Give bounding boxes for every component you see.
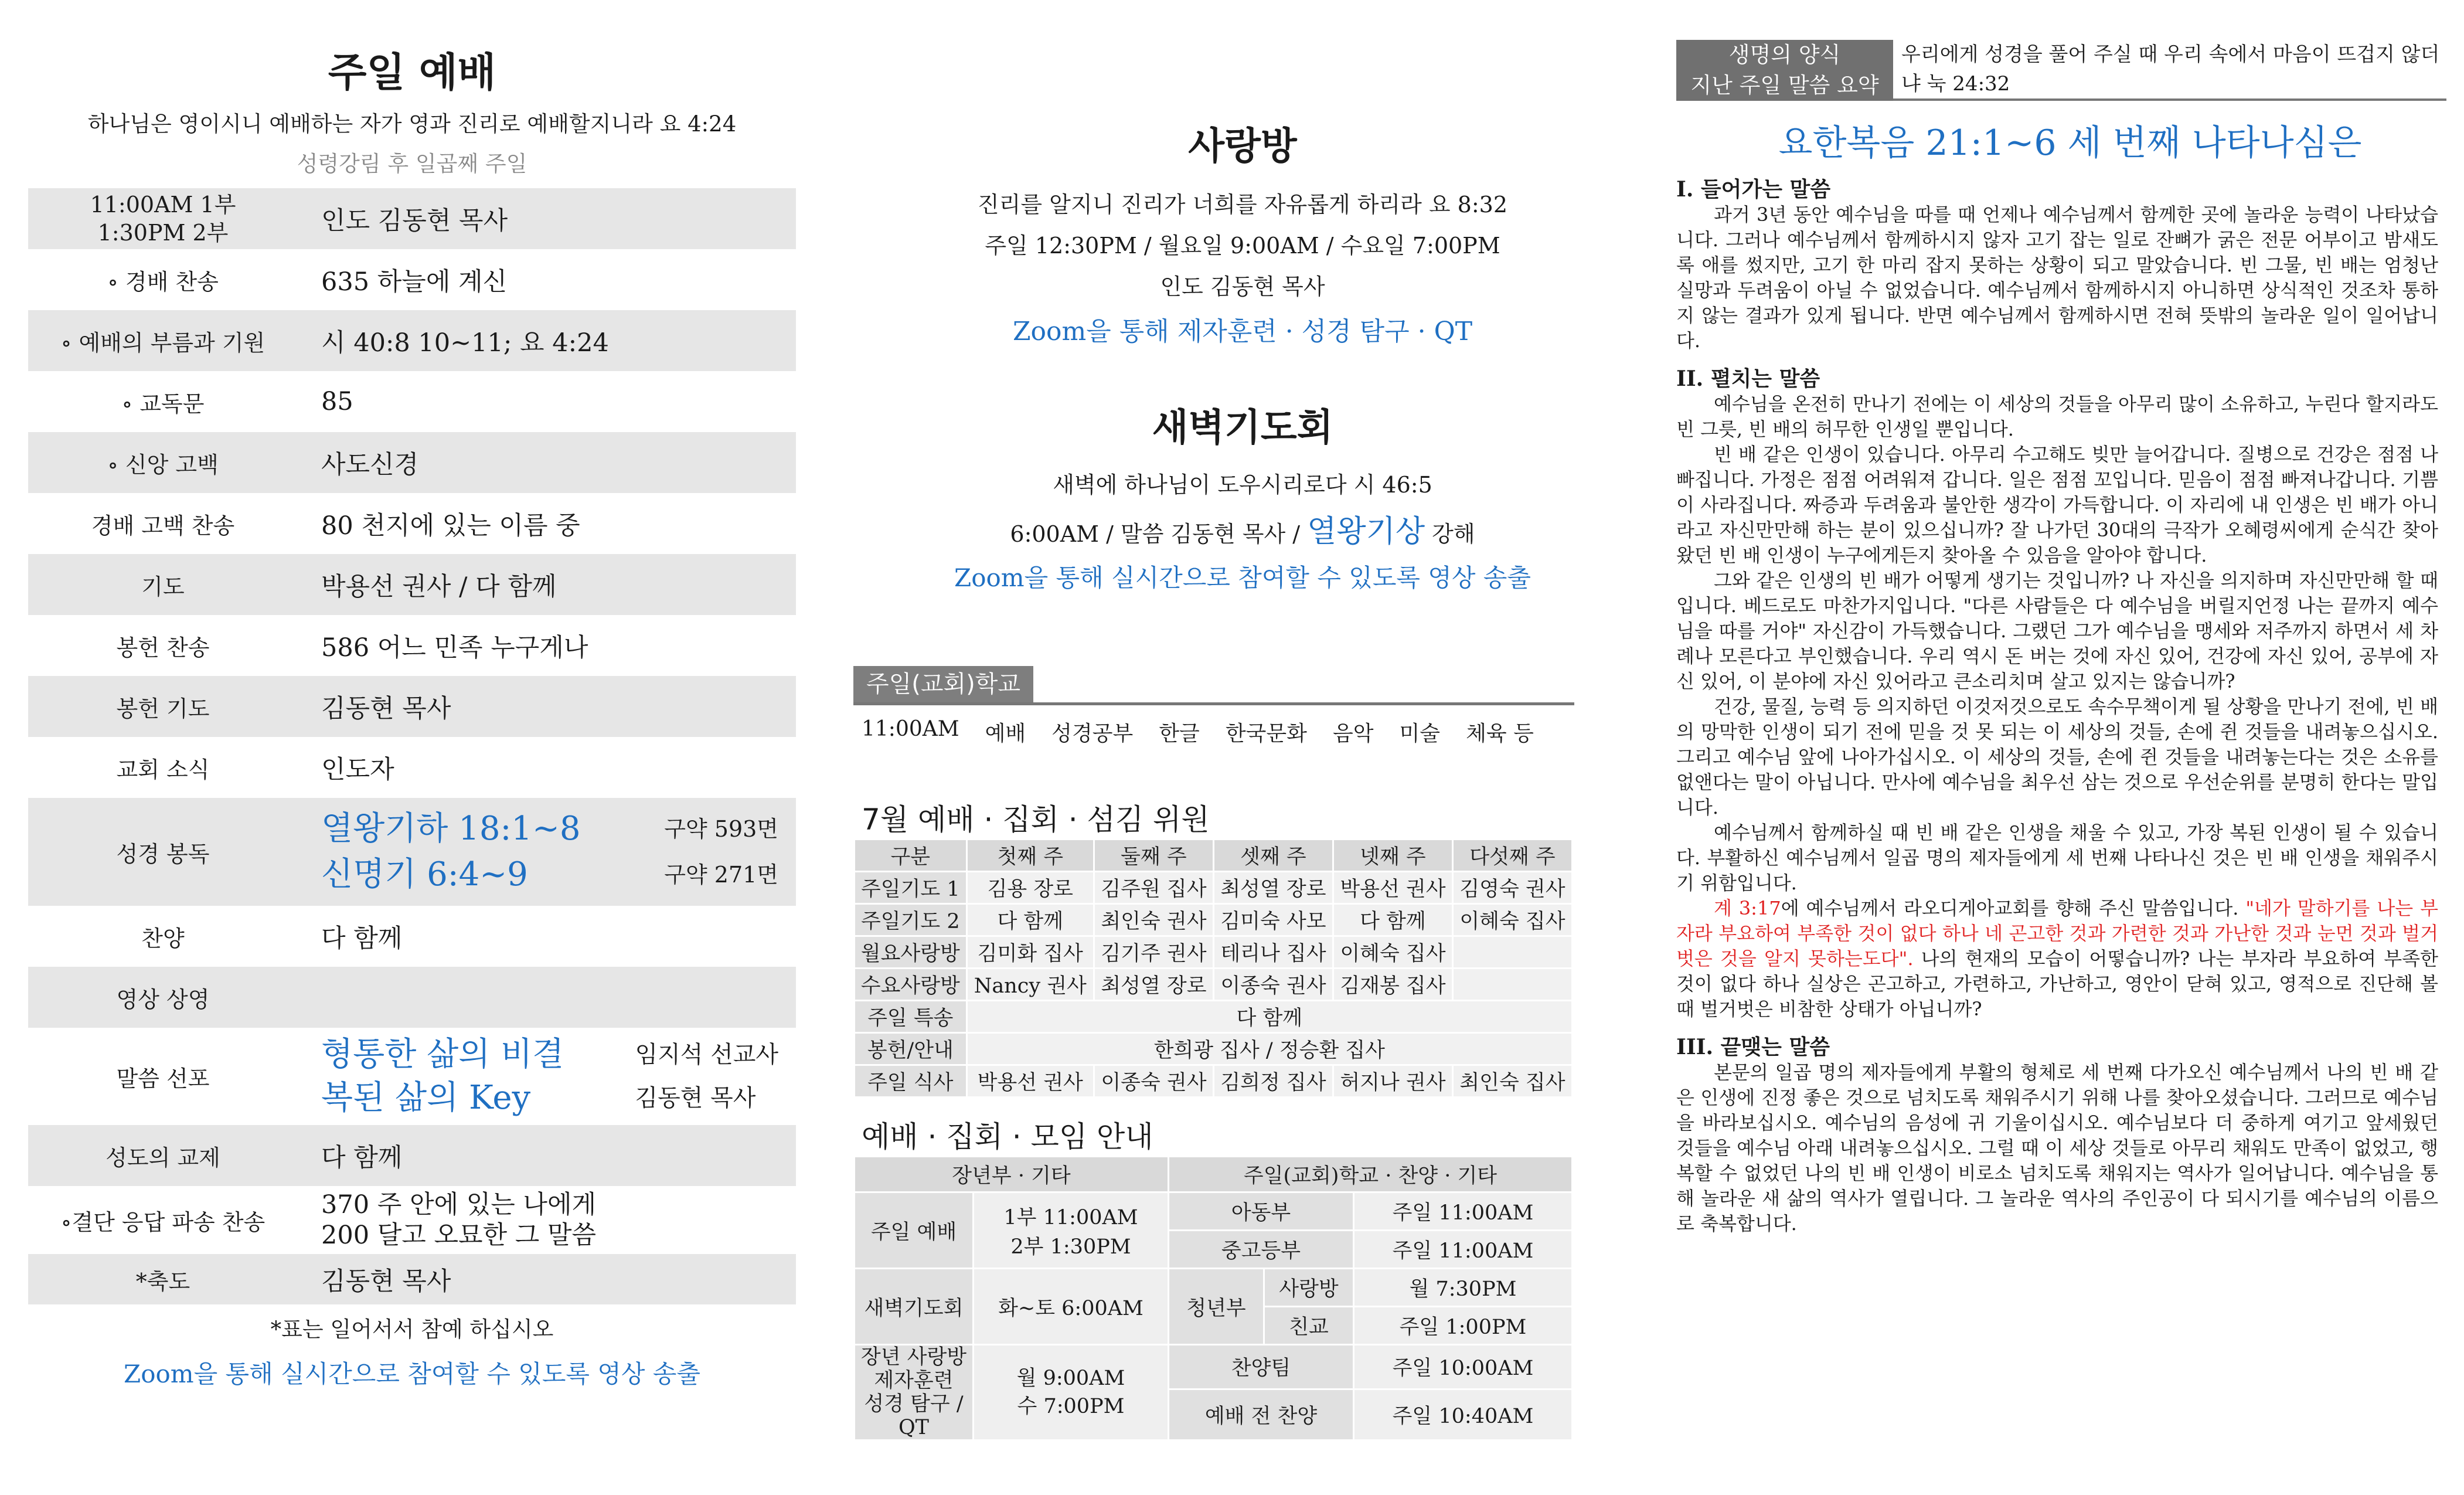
- service-row: [28, 554, 796, 615]
- table-row: [855, 872, 1573, 904]
- quoted-scripture: "네가 말하기를 나는 부자라 부요하여 부족한 것이 없다 하나 네 곤고한 것과 가련한 것과 가난한 것과 눈먼 것과 벌거벗은 것을 알지 못하는도다".: [1676, 897, 2438, 970]
- paragraph-text: 에 예수님께서 라오디게아교회를 향해 주신 말씀입니다.: [1781, 897, 2239, 919]
- service-value: 김동현 목사: [321, 694, 451, 723]
- table-cell: 주일 예배: [855, 1192, 974, 1269]
- service-row: [28, 371, 796, 432]
- paragraph: 건강, 물질, 능력 등 의지하던 이것저것으로도 속수무책이게 될 상황을 만나기 전에, 빈 배의 망막한 인생이 되기 전에 믿을 것 못 되는 이 세상의 것들, 손에 쥔 것들을 내려놓으십시오. 그리고 예수님 앞에 나아가십시오. 이 세상의 것들, 손에 쥔 것들을 내려놓는다는 것은 소유를 없앤다는 말이 아닙니다. 만사에 예수님을 최우선 삼는 것으로 우선순위를 분명히 한다는 말입니다.: [1676, 695, 2438, 818]
- service-label: ∘ 교독문: [121, 390, 205, 417]
- service-value: 박용선 권사 / 다 함께: [321, 572, 557, 602]
- table-cell: 사랑방: [1264, 1269, 1354, 1307]
- sermon-title: 복된 삶의 Key: [321, 1079, 531, 1117]
- liturgical-week: 성령강림 후 일곱째 주일: [297, 151, 527, 176]
- table-cell: 이혜숙 집사: [1333, 936, 1452, 969]
- sunday-school-item: 한국문화: [1225, 722, 1307, 746]
- column-header: 구분: [855, 840, 967, 872]
- table-row: [855, 1269, 1573, 1307]
- paragraph: 그와 같은 인생의 빈 배가 어떻게 생기는 것입니까? 나 자신을 의지하며 자신만만해 할 때입니다. 베드로도 마찬가지입니다. "다른 사람들은 다 예수님을 버릴지언정 나는 끝까지 예수님을 따를 거야" 자신감이 가득했습니다. 그랬던 그가 예수님을 맹세와 저주까지 하면서 세 차례나 모른다고 부인했습니다. 우리 역시 돈 버는 것에 자신 있어, 건강에 자신 있어, 공부에 자신 있어, 이 분야에 자신 있어라고 큰소리치며 살고 있지는 않습니까?: [1676, 569, 2438, 692]
- scripture-ref: 신명기 6:4~9: [321, 855, 528, 893]
- committee-title: 7월 예배 · 집회 · 섬김 위원: [862, 803, 1210, 837]
- service-value: 85: [321, 387, 353, 416]
- table-cell: 주일 특송: [855, 1001, 967, 1033]
- table-cell: 새벽기도회: [855, 1269, 974, 1345]
- service-value: 370 주 안에 있는 나에게 200 달고 오묘한 그 말씀: [321, 1190, 597, 1250]
- paragraph: 빈 배 같은 인생이 있습니다. 아무리 수고해도 빚만 늘어갑니다. 질병으로 건강은 점점 나빠집니다. 가정은 점점 어려워져 갑니다. 일은 점점 꼬입니다. 믿음이 점점 빠져나갑니다. 기쁨이 사라집니다. 짜증과 두려움과 불안한 생각이 가득합니다. 이 자리에 내 인생은 빈 배가 아니라고 자신만만해 하는 분이 있으십니까? 잘 나가던 30대의 극작가 오혜령씨에게 순식간 찾아왔던 빈 배 인생이 누구에게든지 찾아올 수 있음을 알아야 합니다.: [1676, 443, 2438, 566]
- dawn-verse: 새벽에 하나님이 도우시리로다 시 46:5: [1053, 472, 1432, 498]
- paragraph: 과거 3년 동안 예수님을 따를 때 언제나 예수님께서 함께한 곳에 놀라운 능력이 나타났습니다. 그러나 예수님께서 함께하시지 않자 고기 잡는 일로 잔뼈가 굵은 전문 어부이고 밤새도록 애를 썼지만, 고기 한 마리 잡지 못하는 상황이 되고 말았습니다. 빈 그물, 빈 배는 엄청난 실망과 두려움이 아닐 수 없었습니다. 예수님께서 함께하시지 아니하면 상식적인 것조차 통하지 않는 결과가 있게 됩니다. 반면 예수님께서 함께하시면 전혀 뜻밖의 놀라운 일이 일어납니다.: [1676, 203, 2438, 352]
- sunday-school-item: 11:00AM: [862, 717, 959, 741]
- sarangbang-title: 사랑방: [1188, 125, 1297, 168]
- section-heading: I. 들어가는 말씀: [1676, 177, 1831, 202]
- table-cell: 한희광 집사 / 정승환 집사: [966, 1033, 1572, 1065]
- sunday-school-item: 음악: [1332, 722, 1374, 746]
- service-row: [28, 1125, 796, 1186]
- table-cell: [1452, 936, 1572, 969]
- sermon-summary-column: [1676, 0, 2464, 1495]
- table-cell: Nancy 권사: [966, 969, 1094, 1001]
- dawn-book: 열왕기상: [1307, 514, 1425, 549]
- service-label: 봉헌 기도: [116, 695, 210, 722]
- table-cell: 주일 11:00AM: [1354, 1192, 1573, 1231]
- ministries-column: [838, 0, 1647, 1495]
- service-value: 사도신경: [321, 450, 419, 480]
- service-row: [28, 493, 796, 554]
- service-row: [28, 676, 796, 737]
- table-cell: 김용 장로: [966, 872, 1094, 904]
- service-label: 교회 소식: [116, 756, 210, 783]
- table-cell: 월 9:00AM 수 7:00PM: [974, 1345, 1169, 1440]
- scripture-page: 구약 271면: [664, 862, 778, 888]
- table-cell: 이종숙 권사: [1213, 969, 1333, 1001]
- meetings-table: [853, 1156, 1573, 1441]
- paragraph-text: 나의 현재의 모습이 어떻습니까? 나는 부자라 부요하여 부족한 것이 없다 하나 실상은 곤고하고, 가련하고, 가난하고, 영안이 닫혀 있고, 영적으로 진단해 볼 때 벌거벗은 비참한 상태가 아닙니까?: [1676, 947, 2438, 1020]
- service-label: ∘ 예배의 부름과 기원: [60, 329, 266, 356]
- sunday-school-item: 미술: [1399, 722, 1441, 746]
- service-value: 80 천지에 있는 이름 중: [321, 511, 580, 541]
- life-sublabel: 지난 주일 말씀 요약: [1690, 73, 1879, 98]
- service-value: 다 함께: [321, 1143, 403, 1173]
- table-cell: 청년부: [1169, 1269, 1264, 1345]
- column-header: 다섯째 주: [1452, 840, 1572, 872]
- table-cell: 주일 11:00AM: [1354, 1231, 1573, 1269]
- table-cell: 주일 10:40AM: [1354, 1389, 1573, 1440]
- service-value: 635 하늘에 계신: [321, 267, 508, 297]
- table-cell: 다 함께: [1333, 904, 1452, 936]
- service-label: 봉헌 찬송: [116, 634, 210, 661]
- table-cell: 주일 1:00PM: [1354, 1307, 1573, 1345]
- table-cell: 김희정 집사: [1213, 1065, 1333, 1098]
- sarangbang-leader: 인도 김동현 목사: [1160, 274, 1325, 300]
- table-cell: 주일기도 2: [855, 904, 967, 936]
- sermon-row: [28, 1028, 796, 1125]
- table-cell: 중고등부: [1169, 1231, 1354, 1269]
- table-cell: 월 7:30PM: [1354, 1269, 1573, 1307]
- dawn-zoom: Zoom을 통해 실시간으로 참여할 수 있도록 영상 송출: [954, 563, 1531, 592]
- service-label: *축도: [135, 1268, 190, 1294]
- sarangbang-times: 주일 12:30PM / 월요일 9:00AM / 수요일 7:00PM: [985, 233, 1500, 259]
- table-cell: 아동부: [1169, 1192, 1354, 1231]
- table-cell: 김재봉 집사: [1333, 969, 1452, 1001]
- service-label: 기도: [141, 573, 185, 600]
- table-cell: 봉헌/안내: [855, 1033, 967, 1065]
- sarangbang-verse: 진리를 알지니 진리가 너희를 자유롭게 하리라 요 8:32: [977, 192, 1508, 218]
- service-label: 성경 봉독: [116, 841, 210, 867]
- guide-title: 예배 · 집회 · 모임 안내: [862, 1120, 1153, 1154]
- life-label: 생명의 양식: [1728, 42, 1841, 67]
- scripture-ref: 계 3:17: [1714, 897, 1781, 919]
- service-row: [28, 615, 796, 676]
- table-row: [855, 904, 1573, 936]
- table-cell: 이종숙 권사: [1094, 1065, 1213, 1098]
- service-value: 인도 김동현 목사: [321, 206, 508, 236]
- table-cell: 장년 사랑방 제자훈련 성경 탐구 / QT: [855, 1345, 974, 1440]
- sunday-school-item: 예배: [985, 722, 1026, 746]
- service-value: 김동현 목사: [321, 1266, 451, 1296]
- table-cell: 테리나 집사: [1213, 936, 1333, 969]
- table-cell: 최성열 장로: [1213, 872, 1333, 904]
- dawn-suffix: 강해: [1432, 521, 1475, 547]
- service-label: 성도의 교제: [105, 1144, 220, 1171]
- service-label: 영상 상영: [116, 986, 210, 1012]
- column-header: 주일(교회)학교 · 찬양 · 기타: [1169, 1157, 1573, 1192]
- service-value: 인도자: [321, 755, 394, 784]
- service-row: [28, 967, 796, 1028]
- service-row: [28, 906, 796, 967]
- zoom-note: Zoom을 통해 실시간으로 참여할 수 있도록 영상 송출: [124, 1360, 700, 1388]
- scripture-reading-row: [28, 798, 796, 906]
- table-cell: 최인숙 집사: [1452, 1065, 1572, 1098]
- service-row: [28, 310, 796, 371]
- preacher-name: 임지석 선교사: [635, 1041, 778, 1068]
- sunday-school-title: 주일(교회)학교: [853, 666, 1033, 702]
- service-value: 586 어느 민족 누구게나: [321, 633, 588, 662]
- paragraph: 예수님을 온전히 만나기 전에는 이 세상의 것들을 아무리 많이 소유하고, 누린다 할지라도 빈 그릇, 빈 배의 허무한 인생일 뿐입니다.: [1676, 393, 2438, 440]
- service-label: 경배 고백 찬송: [91, 512, 235, 539]
- service-row: [28, 188, 796, 249]
- column-header: 셋째 주: [1213, 840, 1333, 872]
- summary-body: [1676, 177, 2438, 1236]
- life-label-box: [1676, 40, 1893, 101]
- table-row: [855, 1033, 1573, 1065]
- table-cell: 김영숙 권사: [1452, 872, 1572, 904]
- table-cell: 화~토 6:00AM: [974, 1269, 1169, 1345]
- worship-order-column: [0, 0, 809, 1495]
- worship-verse: 하나님은 영이시니 예배하는 자가 영과 진리로 예배할지니라 요 4:24: [87, 111, 737, 137]
- scripture-page: 구약 593면: [664, 816, 778, 842]
- sunday-school-items: [862, 705, 1647, 747]
- service-row: [28, 1186, 796, 1254]
- table-header-row: [855, 1157, 1573, 1192]
- paragraph: [1676, 896, 2438, 1022]
- column-header: 넷째 주: [1333, 840, 1452, 872]
- table-header-row: [855, 840, 1573, 872]
- sunday-school-header: [853, 666, 1574, 705]
- service-label: 찬양: [141, 925, 185, 952]
- column-header: 장년부 · 기타: [855, 1157, 1169, 1192]
- table-cell: 수요사랑방: [855, 969, 967, 1001]
- table-cell: 예배 전 찬양: [1169, 1389, 1354, 1440]
- table-row: [855, 1345, 1573, 1389]
- table-row: [855, 1001, 1573, 1033]
- life-header: [1676, 40, 2464, 101]
- life-verse: 우리에게 성경을 풀어 주실 때 우리 속에서 마음이 뜨겁지 않더냐 눅 24:32: [1893, 40, 2446, 101]
- table-cell: 최성열 장로: [1094, 969, 1213, 1001]
- summary-title: 요한복음 21:1~6 세 번째 나타나심은: [1778, 123, 2362, 164]
- service-value: 다 함께: [321, 923, 403, 953]
- sarangbang-zoom: Zoom을 통해 제자훈련 · 성경 탐구 · QT: [1012, 317, 1473, 346]
- sunday-school-item: 한글: [1159, 722, 1200, 746]
- table-cell: 찬양팀: [1169, 1345, 1354, 1389]
- table-row: [855, 969, 1573, 1001]
- table-row: [855, 936, 1573, 969]
- service-label: ∘결단 응답 파송 찬송: [60, 1209, 266, 1235]
- table-cell: 김미화 집사: [966, 936, 1094, 969]
- table-cell: 김기주 권사: [1094, 936, 1213, 969]
- table-cell: 1부 11:00AM 2부 1:30PM: [974, 1192, 1169, 1269]
- table-cell: 주일 10:00AM: [1354, 1345, 1573, 1389]
- section-heading: III. 끝맺는 말씀: [1676, 1035, 1830, 1059]
- service-row: [28, 1254, 796, 1304]
- dawn-prayer-title: 새벽기도회: [1152, 406, 1333, 450]
- service-row: [28, 432, 796, 493]
- service-label: ∘ 경배 찬송: [107, 269, 219, 295]
- table-cell: 주일기도 1: [855, 872, 967, 904]
- table-cell: 다 함께: [966, 1001, 1572, 1033]
- table-cell: 박용선 권사: [966, 1065, 1094, 1098]
- table-cell: [1452, 969, 1572, 1001]
- sunday-school-item: 체육 등: [1466, 722, 1534, 746]
- column-header: 둘째 주: [1094, 840, 1213, 872]
- paragraph: 예수님께서 함께하실 때 빈 배 같은 인생을 채울 수 있고, 가장 복된 인생이 될 수 있습니다. 부활하신 예수님께서 일곱 명의 제자들에게 세 번째 나타나신 것은 빈 배 인생을 채워주시기 위함입니다.: [1676, 821, 2438, 894]
- service-label: 말씀 선포: [116, 1065, 210, 1092]
- table-cell: 허지나 권사: [1333, 1065, 1452, 1098]
- service-row: [28, 737, 796, 798]
- sermon-title: 형통한 삶의 비결: [321, 1035, 564, 1073]
- standing-note: *표는 일어서서 참예 하십시오: [270, 1317, 554, 1342]
- table-cell: 친교: [1264, 1307, 1354, 1345]
- column-header: 첫째 주: [966, 840, 1094, 872]
- preacher-name: 김동현 목사: [635, 1085, 756, 1112]
- table-cell: 박용선 권사: [1333, 872, 1452, 904]
- service-label: 11:00AM 1부 1:30PM 2부: [90, 192, 236, 246]
- dawn-time: 6:00AM / 말씀 김동현 목사 /: [1010, 521, 1301, 547]
- table-cell: 다 함께: [966, 904, 1094, 936]
- service-row: [28, 249, 796, 310]
- scripture-ref: 열왕기하 18:1~8: [321, 810, 581, 848]
- service-value: 시 40:8 10~11; 요 4:24: [321, 328, 609, 358]
- table-cell: 김주원 집사: [1094, 872, 1213, 904]
- table-cell: 월요사랑방: [855, 936, 967, 969]
- sunday-school-item: 성경공부: [1051, 722, 1134, 746]
- worship-title: 주일 예배: [328, 50, 496, 96]
- table-row: [855, 1065, 1573, 1098]
- table-cell: 김미숙 사모: [1213, 904, 1333, 936]
- table-cell: 주일 식사: [855, 1065, 967, 1098]
- committee-table: [853, 838, 1573, 1098]
- paragraph: 본문의 일곱 명의 제자들에게 부활의 형체로 세 번째 다가오신 예수님께서 나의 빈 배 같은 인생에 진정 좋은 것으로 넘치도록 채워주시기 위해 나를 찾아오셨습니다. 그러므로 예수님을 바라보십시오. 예수님의 음성에 귀 기울이십시오. 예수님보다 더 중하게 여기고 앞세웠던 것들을 예수님 아래 내려놓으십시오. 그럴 때 이 세상 것들로 아무리 채워도 만족이 없었고, 행복할 수 없었던 나의 빈 배 인생이 비로소 넘치도록 채워지는 역사가 일어납니다. 예수님을 통해 놀라운 새 삶의 역사가 열립니다. 그 놀라운 역사의 주인공이 다 되시기를 예수님의 이름으로 축복합니다.: [1676, 1061, 2438, 1235]
- dawn-time-line: [838, 505, 1647, 560]
- table-row: [855, 1192, 1573, 1231]
- service-label: ∘ 신앙 고백: [107, 451, 219, 478]
- table-cell: 이혜숙 집사: [1452, 904, 1572, 936]
- table-cell: 최인숙 권사: [1094, 904, 1213, 936]
- section-heading: II. 펼치는 말씀: [1676, 366, 1820, 391]
- service-order: [28, 188, 796, 1304]
